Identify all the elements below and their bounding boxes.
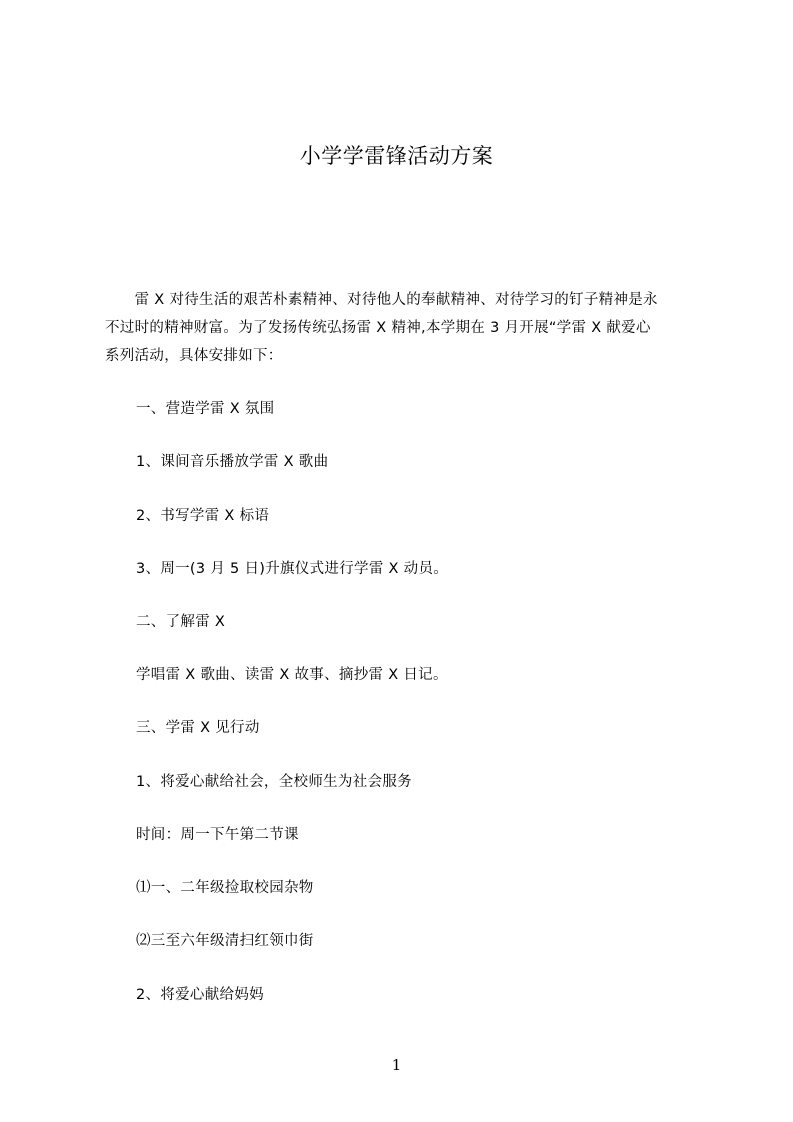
list-item: 3、周一(3 月 5 日)升旗仪式进行学雷 X 动员。 — [136, 561, 449, 577]
section-heading-1: 一、营造学雷 X 氛围 — [136, 401, 275, 417]
body-paragraph: 学唱雷 X 歌曲、读雷 X 故事、摘抄雷 X 日记。 — [136, 667, 448, 683]
list-item: 2、将爱心献给妈妈 — [136, 987, 264, 1003]
list-item: ⑵三至六年级清扫红领巾街 — [136, 933, 314, 949]
list-item: 2、书写学雷 X 标语 — [136, 508, 270, 524]
list-item: 1、课间音乐播放学雷 X 歌曲 — [136, 454, 329, 470]
document-title: 小学学雷锋活动方案 — [299, 144, 494, 168]
intro-line-2: 不过时的精神财富。为了发扬传统弘扬雷 X 精神,本学期在 3 月开展“学雷 X 献爱心 — [105, 320, 651, 336]
list-item: ⑴一、二年级捡取校园杂物 — [136, 880, 314, 896]
section-heading-2: 二、了解雷 X — [136, 614, 226, 630]
page-number: 1 — [391, 1056, 402, 1074]
body-paragraph: 时间：周一下午第二节课 — [136, 827, 299, 843]
intro-line-3: 系列活动，具体安排如下： — [105, 348, 283, 364]
section-heading-3: 三、学雷 X 见行动 — [136, 720, 260, 736]
intro-line-1: 雷 X 对待生活的艰苦朴素精神、对待他人的奉献精神、对待学习的钉子精神是永 — [105, 292, 658, 308]
list-item: 1、将爱心献给社会，全校师生为社会服务 — [136, 774, 412, 790]
